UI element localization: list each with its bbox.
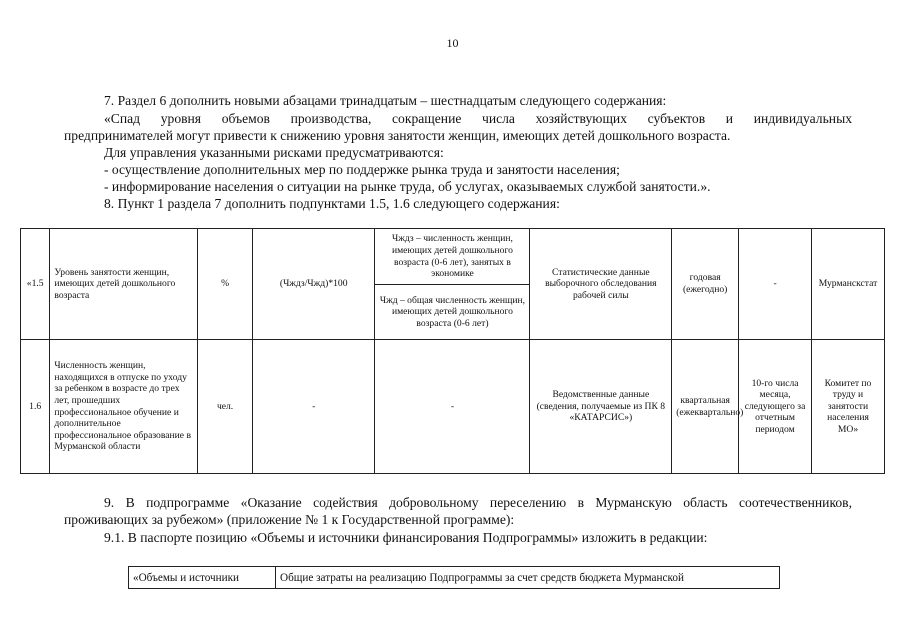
indicator-table <box>20 228 885 474</box>
paragraph-risk-management: Для управления указанными рисками предусматриваются: <box>104 145 444 160</box>
paragraph-measure-1: - осуществление дополнительных мер по поддержке рынка труда и занятости населения; <box>104 162 620 177</box>
paragraph-item-9-line-2: проживающих за рубежом» (приложение № 1 к Государственной программе): <box>64 512 515 527</box>
row-1-5-frequency: годовая (ежегодно) <box>672 229 739 340</box>
paragraph-item-8: 8. Пункт 1 раздела 7 дополнить подпунктами 1.5, 1.6 следующего содержания: <box>104 196 560 211</box>
funding-text: Общие затраты на реализацию Подпрограммы за счет средств бюджета Мурманской <box>276 567 780 589</box>
row-1-5-formula: (Чждз/Чжд)*100 <box>252 229 375 340</box>
row-1-5-definition-total: Чжд – общая численность женщин, имеющих детей дошкольного возраста (0-6 лет) <box>375 285 530 340</box>
paragraph-item-9-1: 9.1. В паспорте позицию «Объемы и источники финансирования Подпрограммы» изложить в редакции: <box>104 530 708 545</box>
row-1-6-definition: - <box>375 340 530 474</box>
paragraph-risk-line-2: предпринимателей могут привести к снижению уровня занятости женщин, имеющих детей дошкольного возраста. <box>64 128 731 143</box>
row-1-6-name: Численность женщин, находящихся в отпуске по уходу за ребенком в возрасте до трех лет, прошедших профессиональное обучение и дополнительное профессиональное образование в Мурманской области <box>50 340 198 474</box>
paragraph-item-7: 7. Раздел 6 дополнить новыми абзацами тринадцатым – шестнадцатым следующего содержания: <box>104 93 667 108</box>
paragraph-risk-line-1: «Спад уровня объемов производства, сокращение числа хозяйствующих субъектов и индивидуальных <box>104 111 852 126</box>
row-1-6-number: 1.6 <box>21 340 50 474</box>
row-1-5-deadline: - <box>739 229 812 340</box>
row-1-6-responsible: Комитет по труду и занятости населения МО» <box>812 340 885 474</box>
funding-label: «Объемы и источники <box>129 567 276 589</box>
row-1-5-unit: % <box>198 229 253 340</box>
row-1-5-responsible: Мурманскстат <box>812 229 885 340</box>
paragraph-measure-2: - информирование населения о ситуации на рынке труда, об услугах, оказываемых службой занятости.». <box>104 179 711 194</box>
row-1-6-frequency: квартальная (ежеквартально) <box>672 340 739 474</box>
row-1-6-unit: чел. <box>198 340 253 474</box>
row-1-5-number: «1.5 <box>21 229 50 340</box>
row-1-5-name: Уровень занятости женщин, имеющих детей дошкольного возраста <box>50 229 198 340</box>
row-1-6-formula: - <box>252 340 375 474</box>
row-1-5-source: Статистические данные выборочного обследования рабочей силы <box>530 229 672 340</box>
funding-table <box>128 566 780 589</box>
row-1-6-deadline: 10-го числа месяца, следующего за отчетным периодом <box>739 340 812 474</box>
page-number: 10 <box>446 36 459 50</box>
row-1-6-source: Ведомственные данные (сведения, получаемые из ПК 8 «КАТАРСИС») <box>530 340 672 474</box>
paragraph-item-9-line-1: 9. В подпрограмме «Оказание содействия добровольному переселению в Мурманскую область соотечественников, <box>104 495 852 510</box>
row-1-5-definition-employed: Чждз – численность женщин, имеющих детей дошкольного возраста (0-6 лет), занятых в экономике <box>375 229 530 285</box>
